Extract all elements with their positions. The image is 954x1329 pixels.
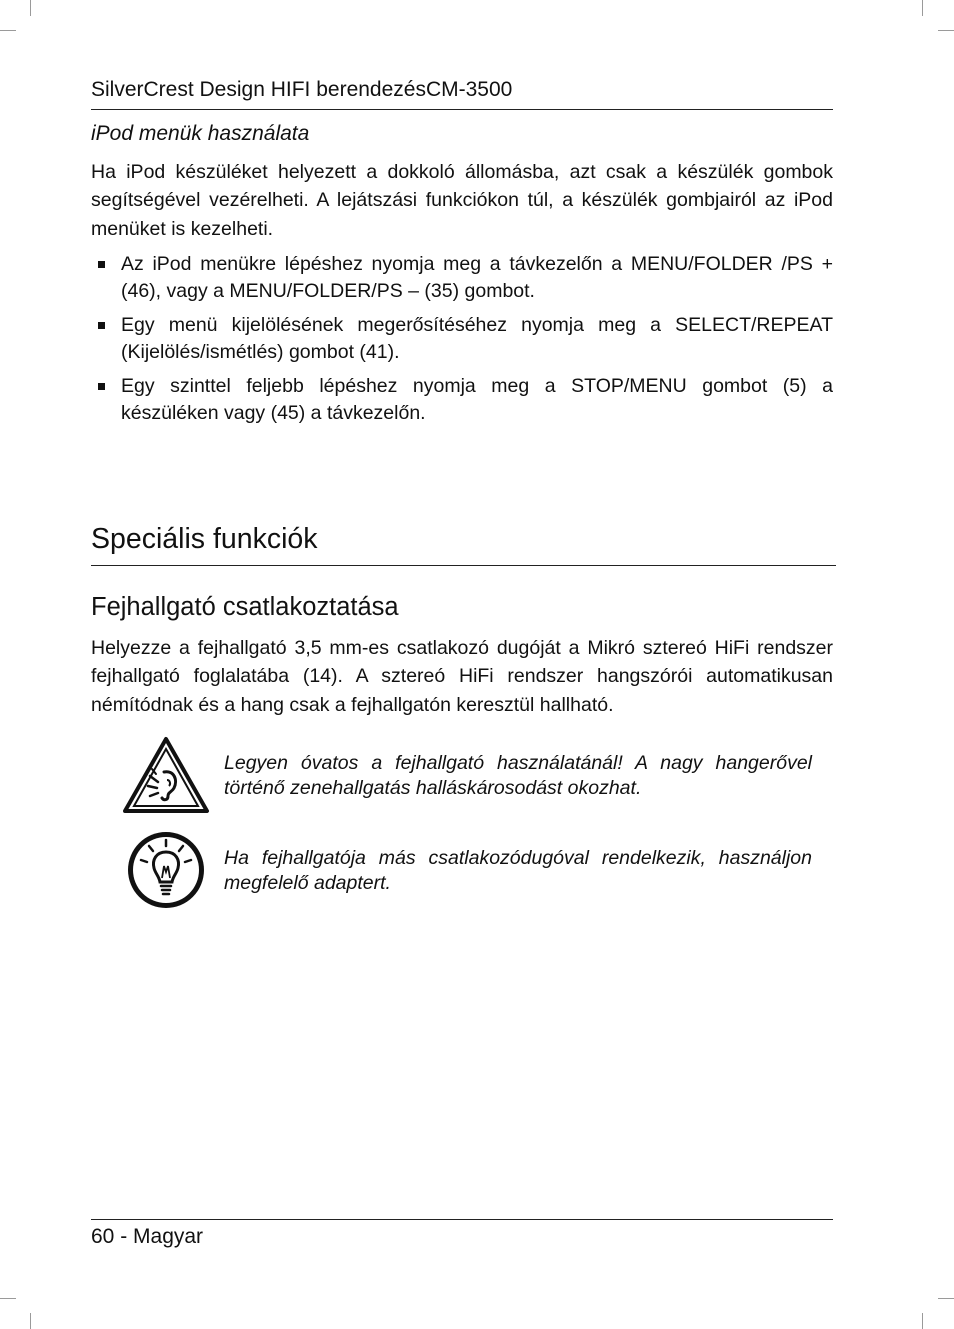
ipod-bullet-list (91, 251, 833, 434)
square-bullet-icon (98, 383, 105, 390)
square-bullet-icon (98, 261, 105, 268)
lightbulb-tip-icon (125, 830, 207, 910)
list-item (91, 251, 833, 305)
ipod-intro-paragraph: Ha iPod készüléket helyezett a dokkoló állomásba, azt csak a készülék gombok segítségével vezérelheti. A lejátszási funkciókon túl, a készülék gombjairól az iPod menüket is kezelheti. (91, 161, 833, 240)
crop-mark (922, 1313, 923, 1329)
crop-mark (0, 30, 16, 31)
page-header: SilverCrest Design HIFI berendezésCM-3500 (91, 77, 833, 110)
headphone-paragraph: Helyezze a fejhallgató 3,5 mm-es csatlakozó dugóját a Mikró sztereó HiFi rendszer fejhallgató foglalatába (14). A sztereó HiFi rendszer hangszórói automatikusan némítódnak és a hang csak a fejhallgatón keresztül hallható. (91, 637, 833, 716)
subsection-heading: Fejhallgató csatlakoztatása (91, 593, 399, 621)
warning-note-text: Legyen óvatos a fejhallgató használatánál! A nagy hangerővel történő zenehallgatás halláskárosodást okozhat. (224, 752, 812, 799)
list-item (91, 373, 833, 427)
bullet-text: Egy szinttel feljebb lépéshez nyomja meg a STOP/MENU gombot (5) a készüléken vagy (45) a távkezelőn. (121, 375, 833, 424)
list-item (91, 312, 833, 366)
tip-note-text: Ha fejhallgatója más csatlakozódugóval rendelkezik, használjon megfelelő adaptert. (224, 847, 812, 894)
bullet-text: Egy menü kijelölésének megerősítéséhez nyomja meg a SELECT/REPEAT (Kijelölés/ismétlés) gombot (41). (121, 314, 833, 363)
section-heading: Speciális funkciók (91, 521, 836, 566)
square-bullet-icon (98, 322, 105, 329)
crop-mark (30, 0, 31, 16)
page-footer: 60 - Magyar (91, 1219, 833, 1250)
crop-mark (922, 0, 923, 16)
crop-mark (0, 1298, 16, 1299)
crop-mark (938, 30, 954, 31)
ipod-section-title: iPod menük használata (91, 122, 310, 145)
crop-mark (30, 1313, 31, 1329)
bullet-text: Az iPod menükre lépéshez nyomja meg a távkezelőn a MENU/FOLDER /PS + (46), vagy a MENU/FOLDER/PS – (35) gombot. (121, 253, 833, 302)
hearing-warning-icon (122, 736, 210, 814)
crop-mark (938, 1298, 954, 1299)
